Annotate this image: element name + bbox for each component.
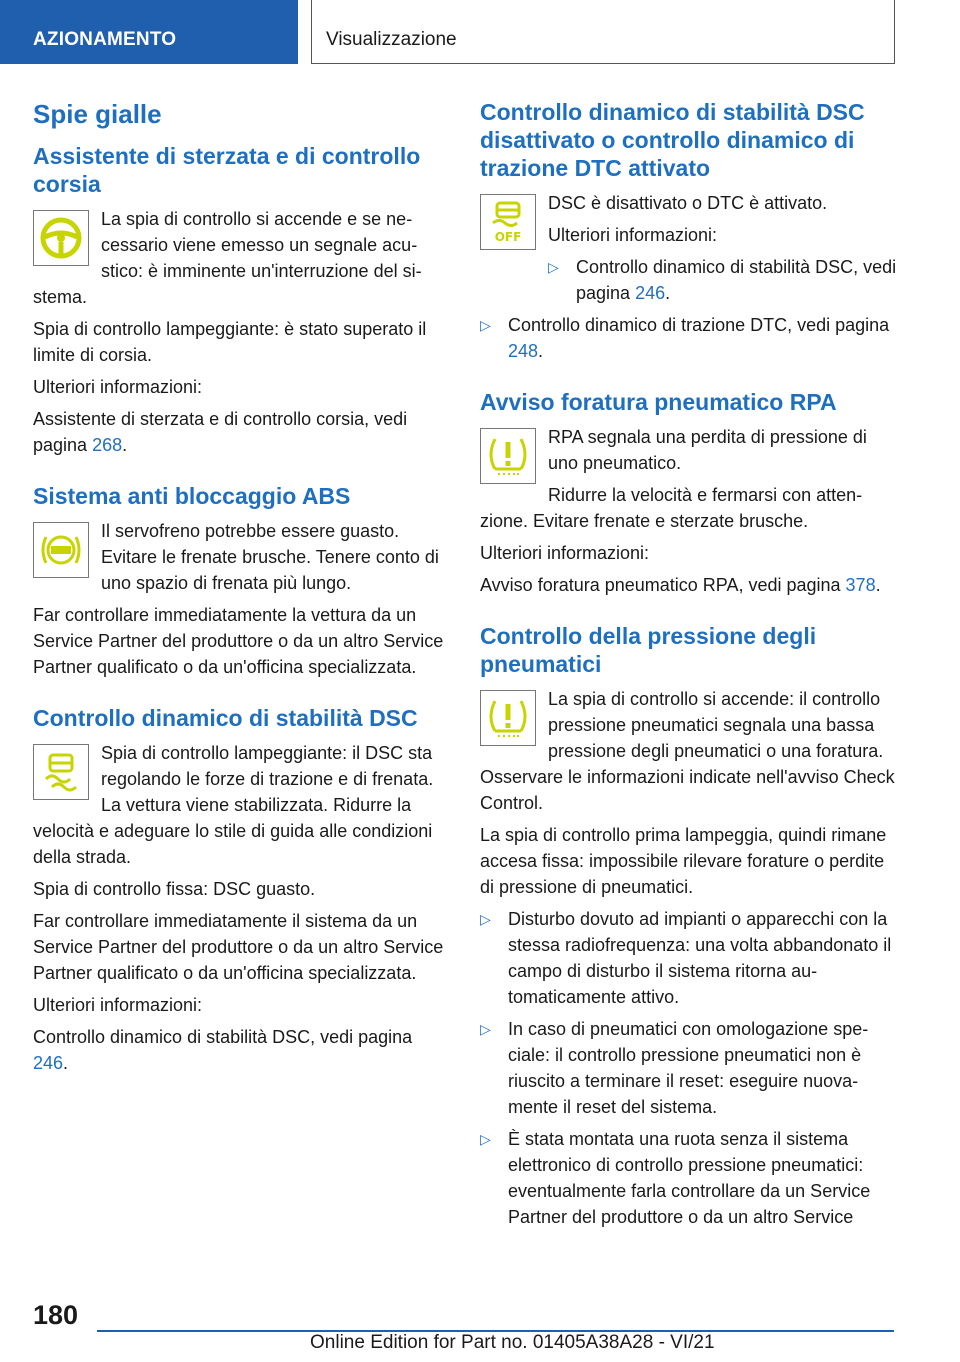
page-link[interactable]: 378 [845,575,876,595]
paragraph: Il servofreno potrebbe essere guasto. Evitare le frenate brusche. Tenere conto di uno spazio di frenata più lungo. [101,521,439,593]
svg-text:OFF: OFF [494,230,522,244]
page-link[interactable]: 246 [635,283,666,303]
page-link[interactable]: 248 [508,341,539,361]
triangle-bullet-icon: ▷ [480,317,491,333]
tire-puncture-warning-icon [480,428,536,484]
section-heading: Assistente di sterzata e di controllo corsia [33,143,421,197]
edition-note: Online Edition for Part no. 01405A38A28 - VI/21 [310,1332,715,1353]
paragraph: Assistente di sterzata e di controllo corsia, vedi pagina 268. [33,409,408,455]
paragraph: La spia di controllo si accende e se necessario viene emesso un segnale acustico: è imminente un'interruzione del sistema. [33,209,422,307]
section-heading: Controllo dinamico di stabilità DSC [33,705,418,731]
list-text: È stata montata una ruota senza il sistema elettronico di controllo pressione pneumatici: eventualmente farla controllare da un Service Partner del produttore o da un altro Service [508,1129,871,1227]
reference-text: Avviso foratura pneumatico RPA, vedi pagina [480,575,846,595]
triangle-bullet-icon: ▷ [480,911,491,927]
section-heading: Controllo dinamico di stabilità DSC disattivato o controllo dinamico di trazione DTC attivato [480,99,865,181]
triangle-bullet-icon: ▷ [480,1131,491,1147]
sub-list-wrap [548,254,898,306]
paragraph: Ulteriori informazioni: [480,543,650,563]
section-heading: Controllo della pressione degli pneumatici [480,623,817,677]
section-dsc [33,704,451,1076]
section-heading: Avviso foratura pneumatico RPA [480,389,837,415]
reference-text: Controllo dinamico di stabilità DSC, vedi pagina [576,257,897,303]
paragraph: Ulteriori informazioni: [548,225,718,245]
section-heading: Sistema anti bloccaggio ABS [33,483,351,509]
list-item [480,1016,898,1120]
reference-text: Controllo dinamico di trazione DTC, vedi pagina [508,315,890,335]
reference-text: Controllo dinamico di stabilità DSC, vedi pagina [33,1027,413,1047]
page-title: Spie gialle [33,99,162,129]
bullet-list [548,254,898,306]
paragraph: Avviso foratura pneumatico RPA, vedi pagina 378. [480,575,881,595]
paragraph: Spia di controllo lampeggiante: è stato superato il limite di corsia. [33,319,427,365]
paragraph: Ulteriori informazioni: [33,995,203,1015]
paragraph: Far controllare immediatamente la vettura da un Service Partner del produttore o da un altro Service Partner qualificato o da un'officina specializzata. [33,605,444,677]
section-abs [33,482,451,680]
bullet-list [480,312,898,364]
triangle-bullet-icon: ▷ [548,259,559,275]
list-text: In caso di pneumatici con omologazione speciale: il controllo pressione pneumatici non è riuscito a terminare il reset: eseguire nuovamente il reset del sistema. [508,1019,869,1117]
left-column [33,98,451,1100]
page-link[interactable]: 246 [33,1053,64,1073]
header-topic: Visualizzazione [311,0,895,64]
paragraph: RPA segnala una perdita di pressione di uno pneumatico. [548,427,867,473]
dsc-off-icon [480,194,536,250]
list-item [480,906,898,1010]
abs-warning-icon [33,522,89,578]
paragraph: Far controllare immediatamente il sistema da un Service Partner del produttore o da un altro Service Partner qualificato o da un'officina specializzata. [33,911,444,983]
list-text: Disturbo dovuto ad impianti o apparecchi con la stessa radiofrequenza: una volta abbandonato il campo di disturbo il sistema ritorna automaticamente attivo. [508,909,892,1007]
paragraph: DSC è disattivato o DTC è attivato. [548,193,828,213]
paragraph: Controllo dinamico di stabilità DSC, vedi pagina 246. [33,1027,413,1073]
steering-wheel-warning-icon [33,210,89,266]
paragraph: Spia di controllo fissa: DSC guasto. [33,879,316,899]
paragraph: La spia di controllo prima lampeggia, quindi rimane accesa fissa: impossibile rilevare forature o perdite di pressione di pneumatici. [480,825,887,897]
page-number: 180 [33,1300,79,1330]
list-item: ▷ Controllo dinamico di stabilità DSC, vedi pagina 246. [548,254,898,306]
dsc-warning-icon [33,744,89,800]
paragraph: Ridurre la velocità e fermarsi con attenzione. Evitare frenate e sterzate brusche. [480,485,863,531]
paragraph: Spia di controllo lampeggiante: il DSC sta regolando le forze di trazione e di frenata. La vettura viene stabilizzata. Ridurre la velocità e adeguare lo stile di guida alle condizioni della strada. [33,743,434,867]
reference-text: Assistente di sterzata e di controllo corsia, vedi pagina [33,409,408,455]
paragraph: La spia di controllo si accende: il controllo pressione pneumatici segnala una bassa pressione degli pneumatici o una foratura. Osservare le informazioni indicate nell'avviso Check Control. [480,689,895,813]
header-section-tab: AZIONAMENTO [0,0,298,64]
bullet-list [480,906,898,1230]
section-dsc-off [480,98,898,364]
paragraph: Ulteriori informazioni: [33,377,203,397]
list-item: ▷ Controllo dinamico di trazione DTC, vedi pagina 248. [480,312,898,364]
list-item [480,1126,898,1230]
page-link[interactable]: 268 [92,435,123,455]
section-steering-assistant [33,142,451,458]
tire-pressure-warning-icon [480,690,536,746]
section-tire-pressure [480,622,898,1230]
triangle-bullet-icon: ▷ [480,1021,491,1037]
right-column [480,98,898,1254]
section-rpa [480,388,898,598]
